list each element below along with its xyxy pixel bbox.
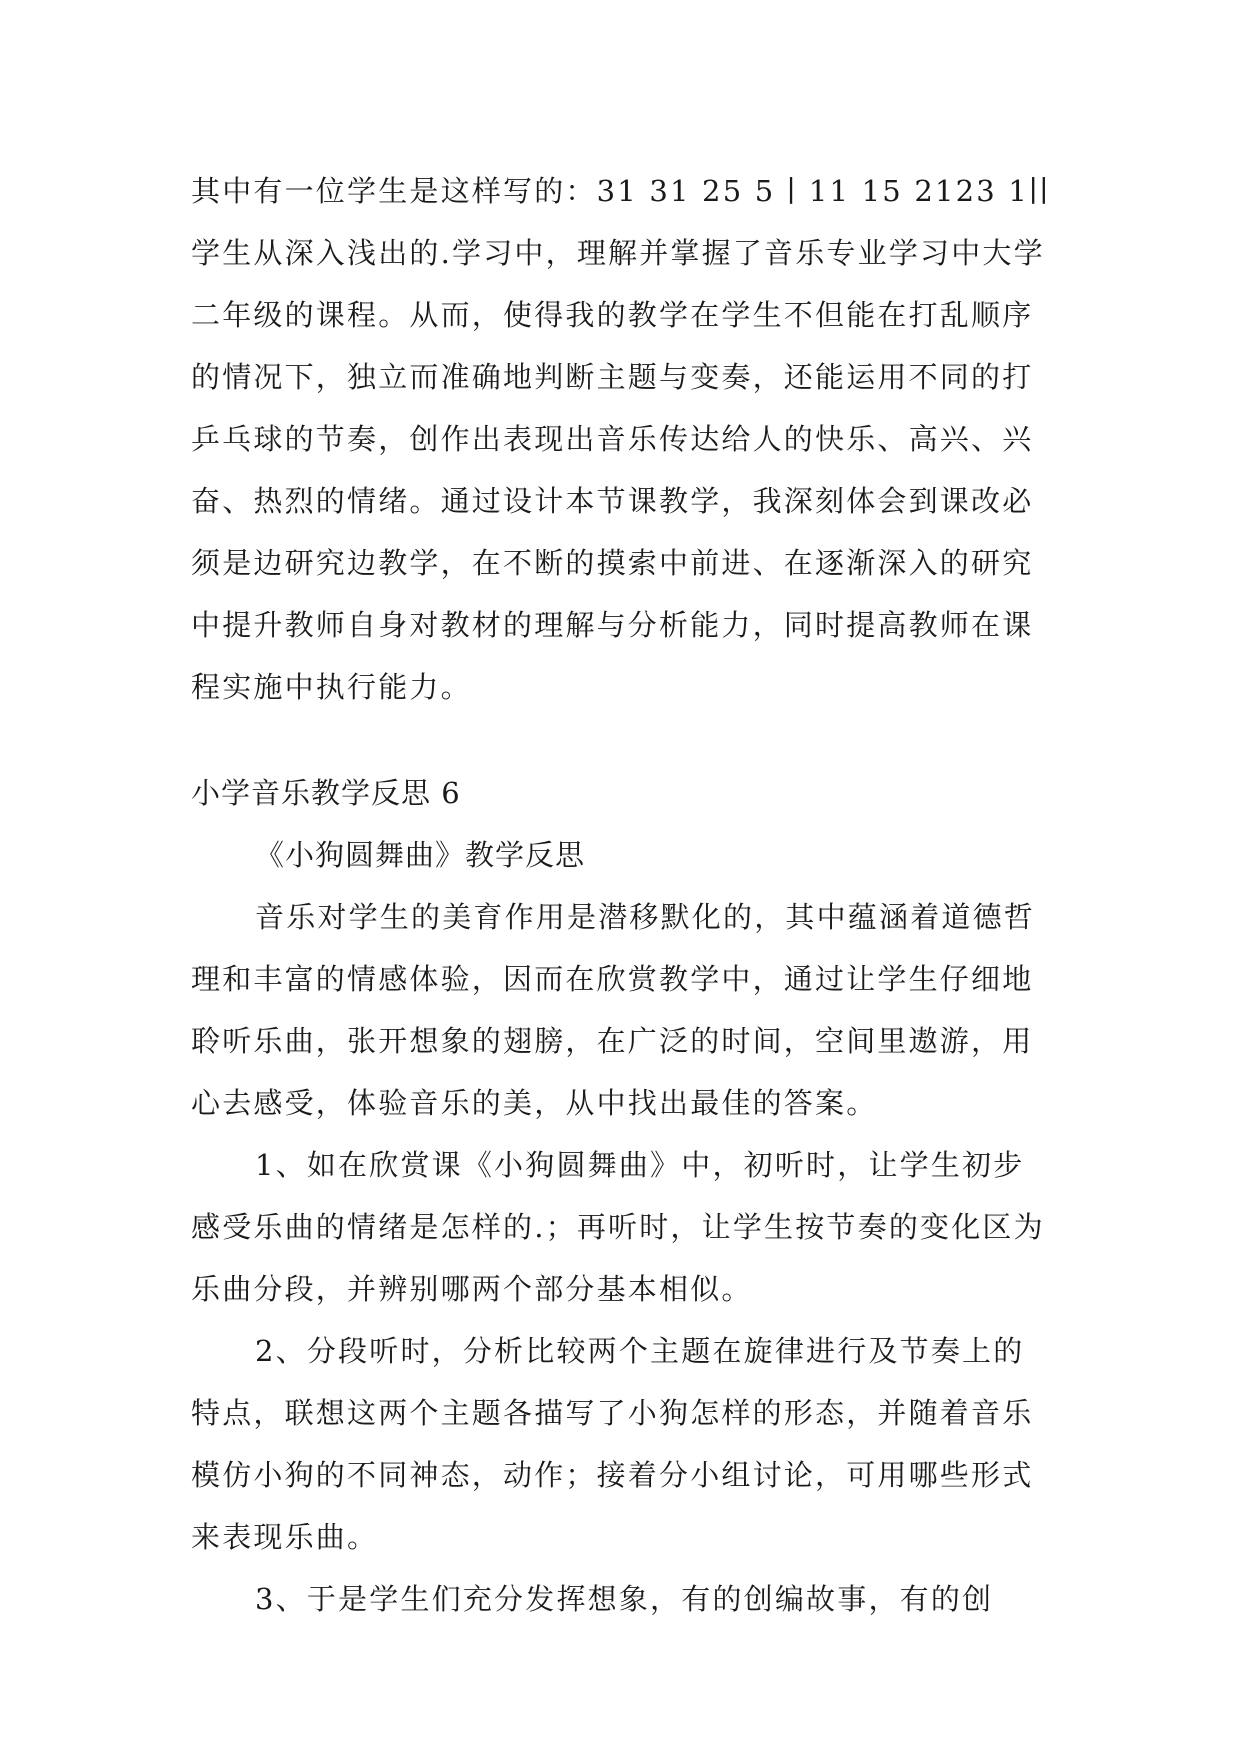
- body-paragraph: 3、于是学生们充分发挥想象，有的创编故事，有的创: [255, 1582, 994, 1616]
- section-spacer: [191, 718, 1051, 762]
- body-paragraph: 1、如在欣赏课《小狗圆舞曲》中，初听时，让学生初步感受乐曲的情绪是怎样的.；再听时，让学生按节奏的变化区为乐曲分段，并辨别哪两个部分基本相似。: [191, 1148, 1045, 1306]
- document-body: [191, 160, 1051, 1630]
- body-paragraph: 2、分段听时，分析比较两个主题在旋律进行及节奏上的特点，联想这两个主题各描写了小狗怎样的形态，并随着音乐模仿小狗的不同神态，动作；接着分小组讨论，可用哪些形式来表现乐曲。: [191, 1334, 1034, 1554]
- continuation-paragraph: 其中有一位学生是这样写的：31 31 25 5 ∣ 11 15 2123 1∣∣学生从深入浅出的.学习中，理解并掌握了音乐专业学习中大学二年级的课程。从而，使得我的教学在学生不但能在打乱顺序的情况下，独立而准确地判断主题与变奏，还能运用不同的打乒乓球的节奏，创作出表现出音乐传达给人的快乐、高兴、兴奋、热烈的情绪。通过设计本节课教学，我深刻体会到课改必须是边研究边教学，在不断的摸索中前进、在逐渐深入的研究中提升教师自身对教材的理解与分析能力，同时提高教师在课程实施中执行能力。: [191, 174, 1051, 704]
- section-subtitle: 《小狗圆舞曲》教学反思: [255, 838, 586, 872]
- section-title: 小学音乐教学反思 6: [191, 776, 461, 810]
- body-paragraph: 音乐对学生的美育作用是潜移默化的，其中蕴涵着道德哲理和丰富的情感体验，因而在欣赏教学中，通过让学生仔细地聆听乐曲，张开想象的翅膀，在广泛的时间，空间里遨游，用心去感受，体验音乐的美，从中找出最佳的答案。: [191, 900, 1036, 1120]
